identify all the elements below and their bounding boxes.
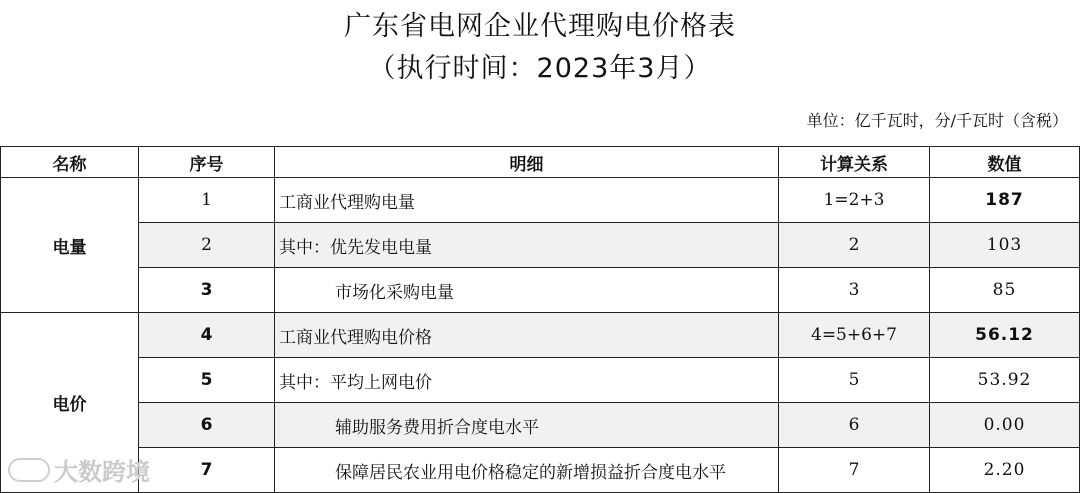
- row-value: 2.20: [930, 448, 1080, 493]
- row-value: 53.92: [930, 358, 1080, 403]
- table-row: [1, 448, 1080, 493]
- header-detail: 明细: [275, 147, 779, 178]
- row-detail: 工商业代理购电价格: [275, 313, 779, 358]
- group-label-price: 电价: [1, 313, 139, 493]
- row-detail: 辅助服务费用折合度电水平: [275, 403, 779, 448]
- row-detail: 其中：优先发电电量: [275, 223, 779, 268]
- row-value: 103: [930, 223, 1080, 268]
- header-row: [1, 147, 1080, 178]
- row-detail: 保障居民农业用电价格稳定的新增损益折合度电水平: [275, 448, 779, 493]
- group-label-electricity: 电量: [1, 178, 139, 313]
- header-calc: 计算关系: [779, 147, 930, 178]
- row-value: 56.12: [930, 313, 1080, 358]
- row-calc: 4=5+6+7: [779, 313, 930, 358]
- row-seq: 3: [139, 268, 275, 313]
- row-calc: 5: [779, 358, 930, 403]
- row-calc: 2: [779, 223, 930, 268]
- page-subtitle: （执行时间：2023年3月）: [368, 53, 712, 84]
- row-value: 0.00: [930, 403, 1080, 448]
- table-row: [1, 313, 1080, 358]
- price-table: [0, 146, 1080, 493]
- row-seq: 5: [139, 358, 275, 403]
- row-value: 187: [930, 178, 1080, 223]
- row-calc: 3: [779, 268, 930, 313]
- table-row: [1, 178, 1080, 223]
- header-name: 名称: [1, 147, 139, 178]
- row-seq: 7: [139, 448, 275, 493]
- header-seq: 序号: [139, 147, 275, 178]
- watermark-logo-icon: [8, 458, 50, 482]
- table-row: [1, 223, 1080, 268]
- row-calc: 7: [779, 448, 930, 493]
- row-detail: 其中：平均上网电价: [275, 358, 779, 403]
- row-seq: 4: [139, 313, 275, 358]
- row-calc: 6: [779, 403, 930, 448]
- page-title: 广东省电网企业代理购电价格表: [344, 11, 736, 42]
- table-row: [1, 268, 1080, 313]
- row-seq: 6: [139, 403, 275, 448]
- row-seq: 2: [139, 223, 275, 268]
- header-value: 数值: [930, 147, 1080, 178]
- unit-note: 单位：亿千瓦时，分/千瓦时（含税）: [806, 111, 1068, 130]
- row-seq: 1: [139, 178, 275, 223]
- row-value: 85: [930, 268, 1080, 313]
- row-detail: 工商业代理购电量: [275, 178, 779, 223]
- table-row: [1, 403, 1080, 448]
- row-calc: 1=2+3: [779, 178, 930, 223]
- table-row: [1, 358, 1080, 403]
- watermark: [8, 452, 150, 487]
- watermark-text: 大数跨境: [54, 458, 150, 486]
- row-detail: 市场化采购电量: [275, 268, 779, 313]
